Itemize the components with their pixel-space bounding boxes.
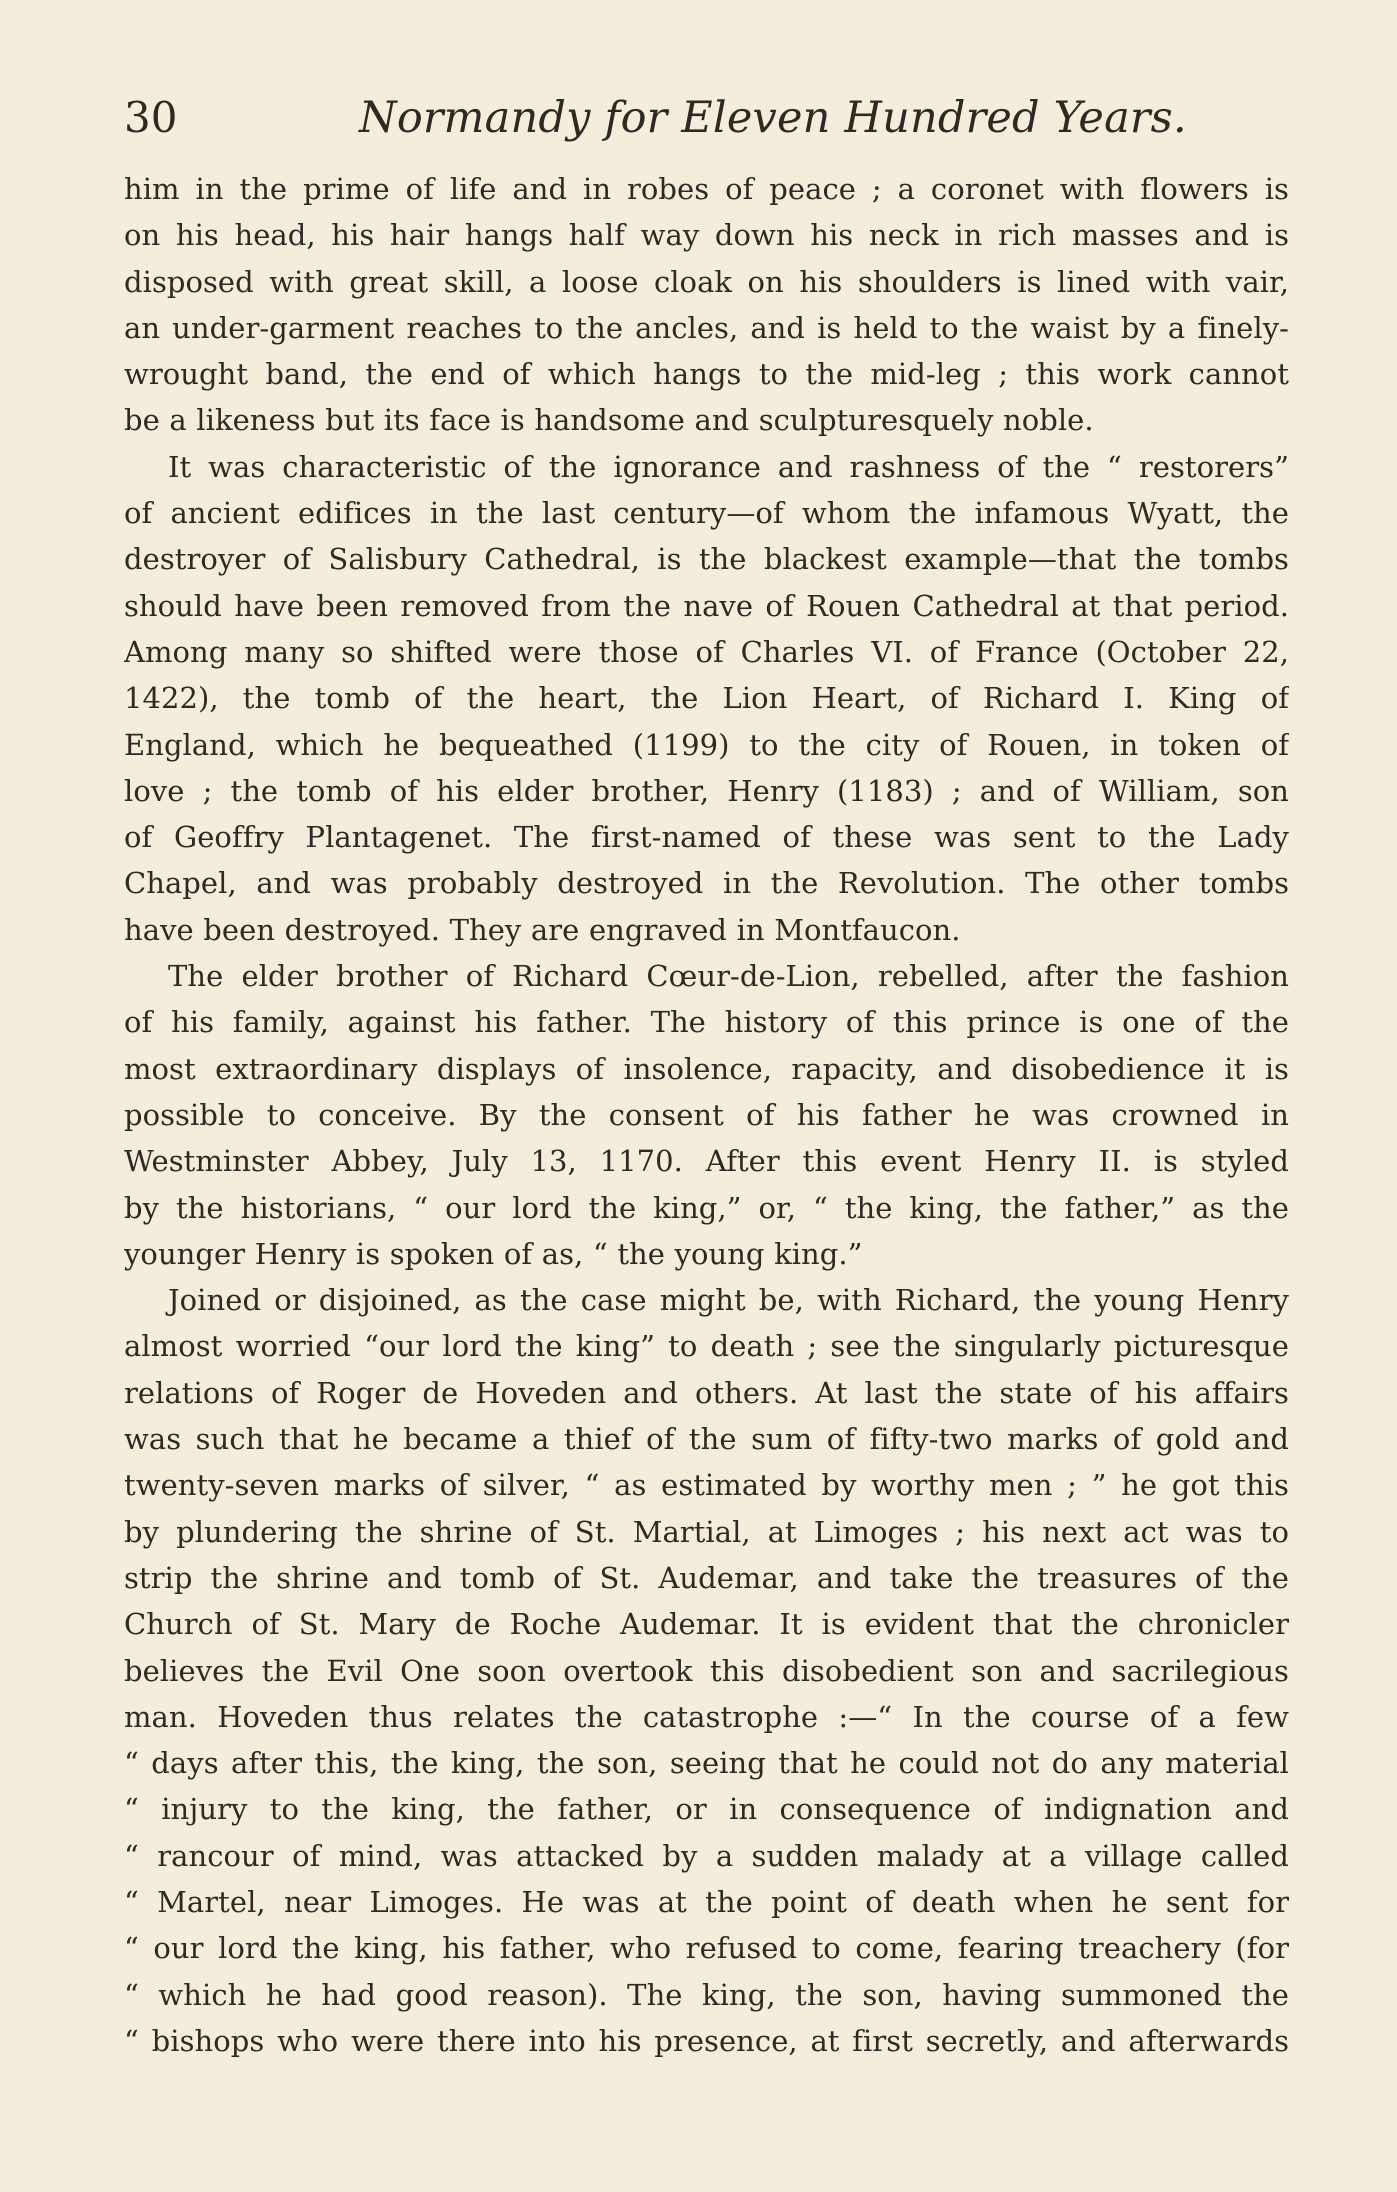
page-number: 30 bbox=[124, 93, 178, 142]
text-line: of his family, against his father. The history of this prince is one of the bbox=[124, 1005, 1289, 1040]
body-text bbox=[124, 166, 1289, 2064]
text-line: wrought band, the end of which hangs to the mid-leg ; this work cannot bbox=[124, 357, 1289, 392]
text-line: of ancient edifices in the last century—of whom the infamous Wyatt, the bbox=[124, 496, 1289, 531]
text-line: twenty-seven marks of silver, “ as estimated by worthy men ; ” he got this bbox=[124, 1468, 1289, 1503]
text-line: have been destroyed. They are engraved in Montfaucon. bbox=[124, 912, 961, 947]
running-title: Normandy for Eleven Hundred Years. bbox=[359, 93, 1187, 143]
text-line: disposed with great skill, a loose cloak on his shoulders is lined with vair, bbox=[124, 264, 1289, 299]
text-line: England, which he bequeathed (1199) to the city of Rouen, in token of bbox=[124, 727, 1289, 762]
text-line: It was characteristic of the ignorance and rashness of the “ restorers” bbox=[168, 449, 1289, 484]
text-line: by plundering the shrine of St. Martial, at Limoges ; his next act was to bbox=[124, 1514, 1289, 1549]
text-line: “ our lord the king, his father, who refused to come, fearing treachery (for bbox=[124, 1931, 1289, 1966]
text-line: love ; the tomb of his elder brother, Henry (1183) ; and of William, son bbox=[124, 773, 1289, 808]
text-line: “ days after this, the king, the son, seeing that he could not do any material bbox=[124, 1746, 1289, 1781]
text-line: “ which he had good reason). The king, the son, having summoned the bbox=[124, 1977, 1289, 2012]
text-line: younger Henry is spoken of as, “ the young king.” bbox=[124, 1236, 863, 1271]
text-line: be a likeness but its face is handsome and sculpturesquely noble. bbox=[124, 403, 1094, 438]
text-line: “ Martel, near Limoges. He was at the point of death when he sent for bbox=[124, 1884, 1289, 1919]
text-line: “ bishops who were there into his presence, at first secretly, and afterwards bbox=[124, 2023, 1289, 2058]
text-line: man. Hoveden thus relates the catastrophe :—“ In the course of a few bbox=[124, 1699, 1289, 1734]
text-line: Chapel, and was probably destroyed in the Revolution. The other tombs bbox=[124, 866, 1289, 901]
running-head bbox=[124, 92, 1289, 152]
text-line: him in the prime of life and in robes of peace ; a coronet with flowers is bbox=[124, 172, 1289, 206]
text-line: by the historians, “ our lord the king,” or, “ the king, the father,” as the bbox=[124, 1190, 1289, 1225]
text-line: almost worried “our lord the king” to death ; see the singularly picturesque bbox=[124, 1329, 1289, 1364]
text-line: Joined or disjoined, as the case might be, with Richard, the young Henry bbox=[168, 1283, 1289, 1318]
text-line: of Geoffry Plantagenet. The first-named of these was sent to the Lady bbox=[124, 820, 1289, 855]
text-line: “ injury to the king, the father, or in consequence of indignation and bbox=[124, 1792, 1289, 1827]
text-line: Church of St. Mary de Roche Audemar. It is evident that the chronicler bbox=[124, 1607, 1289, 1642]
text-line: relations of Roger de Hoveden and others. At last the state of his affairs bbox=[124, 1375, 1289, 1410]
text-line: believes the Evil One soon overtook this disobedient son and sacrilegious bbox=[124, 1653, 1289, 1688]
text-line: was such that he became a thief of the sum of fifty-two marks of gold and bbox=[124, 1422, 1289, 1457]
text-line: Westminster Abbey, July 13, 1170. After this event Henry II. is styled bbox=[124, 1144, 1289, 1179]
text-line: an under-garment reaches to the ancles, and is held to the waist by a finely- bbox=[124, 310, 1289, 345]
text-line: most extraordinary displays of insolence, rapacity, and disobedience it is bbox=[124, 1051, 1289, 1086]
text-line: destroyer of Salisbury Cathedral, is the blackest example—that the tombs bbox=[124, 542, 1289, 577]
text-line: should have been removed from the nave of Rouen Cathedral at that period. bbox=[124, 588, 1289, 623]
text-line: Among many so shifted were those of Charles VI. of France (October 22, bbox=[124, 634, 1289, 669]
text-line: strip the shrine and tomb of St. Audemar, and take the treasures of the bbox=[124, 1560, 1289, 1595]
text-line: possible to conceive. By the consent of his father he was crowned in bbox=[124, 1097, 1289, 1132]
text-line: 1422), the tomb of the heart, the Lion Heart, of Richard I. King of bbox=[124, 681, 1289, 716]
text-line: on his head, his hair hangs half way down his neck in rich masses and is bbox=[124, 218, 1289, 253]
text-line: The elder brother of Richard Cœur-de-Lion, rebelled, after the fashion bbox=[168, 959, 1289, 994]
text-line: “ rancour of mind, was attacked by a sudden malady at a village called bbox=[124, 1838, 1289, 1873]
